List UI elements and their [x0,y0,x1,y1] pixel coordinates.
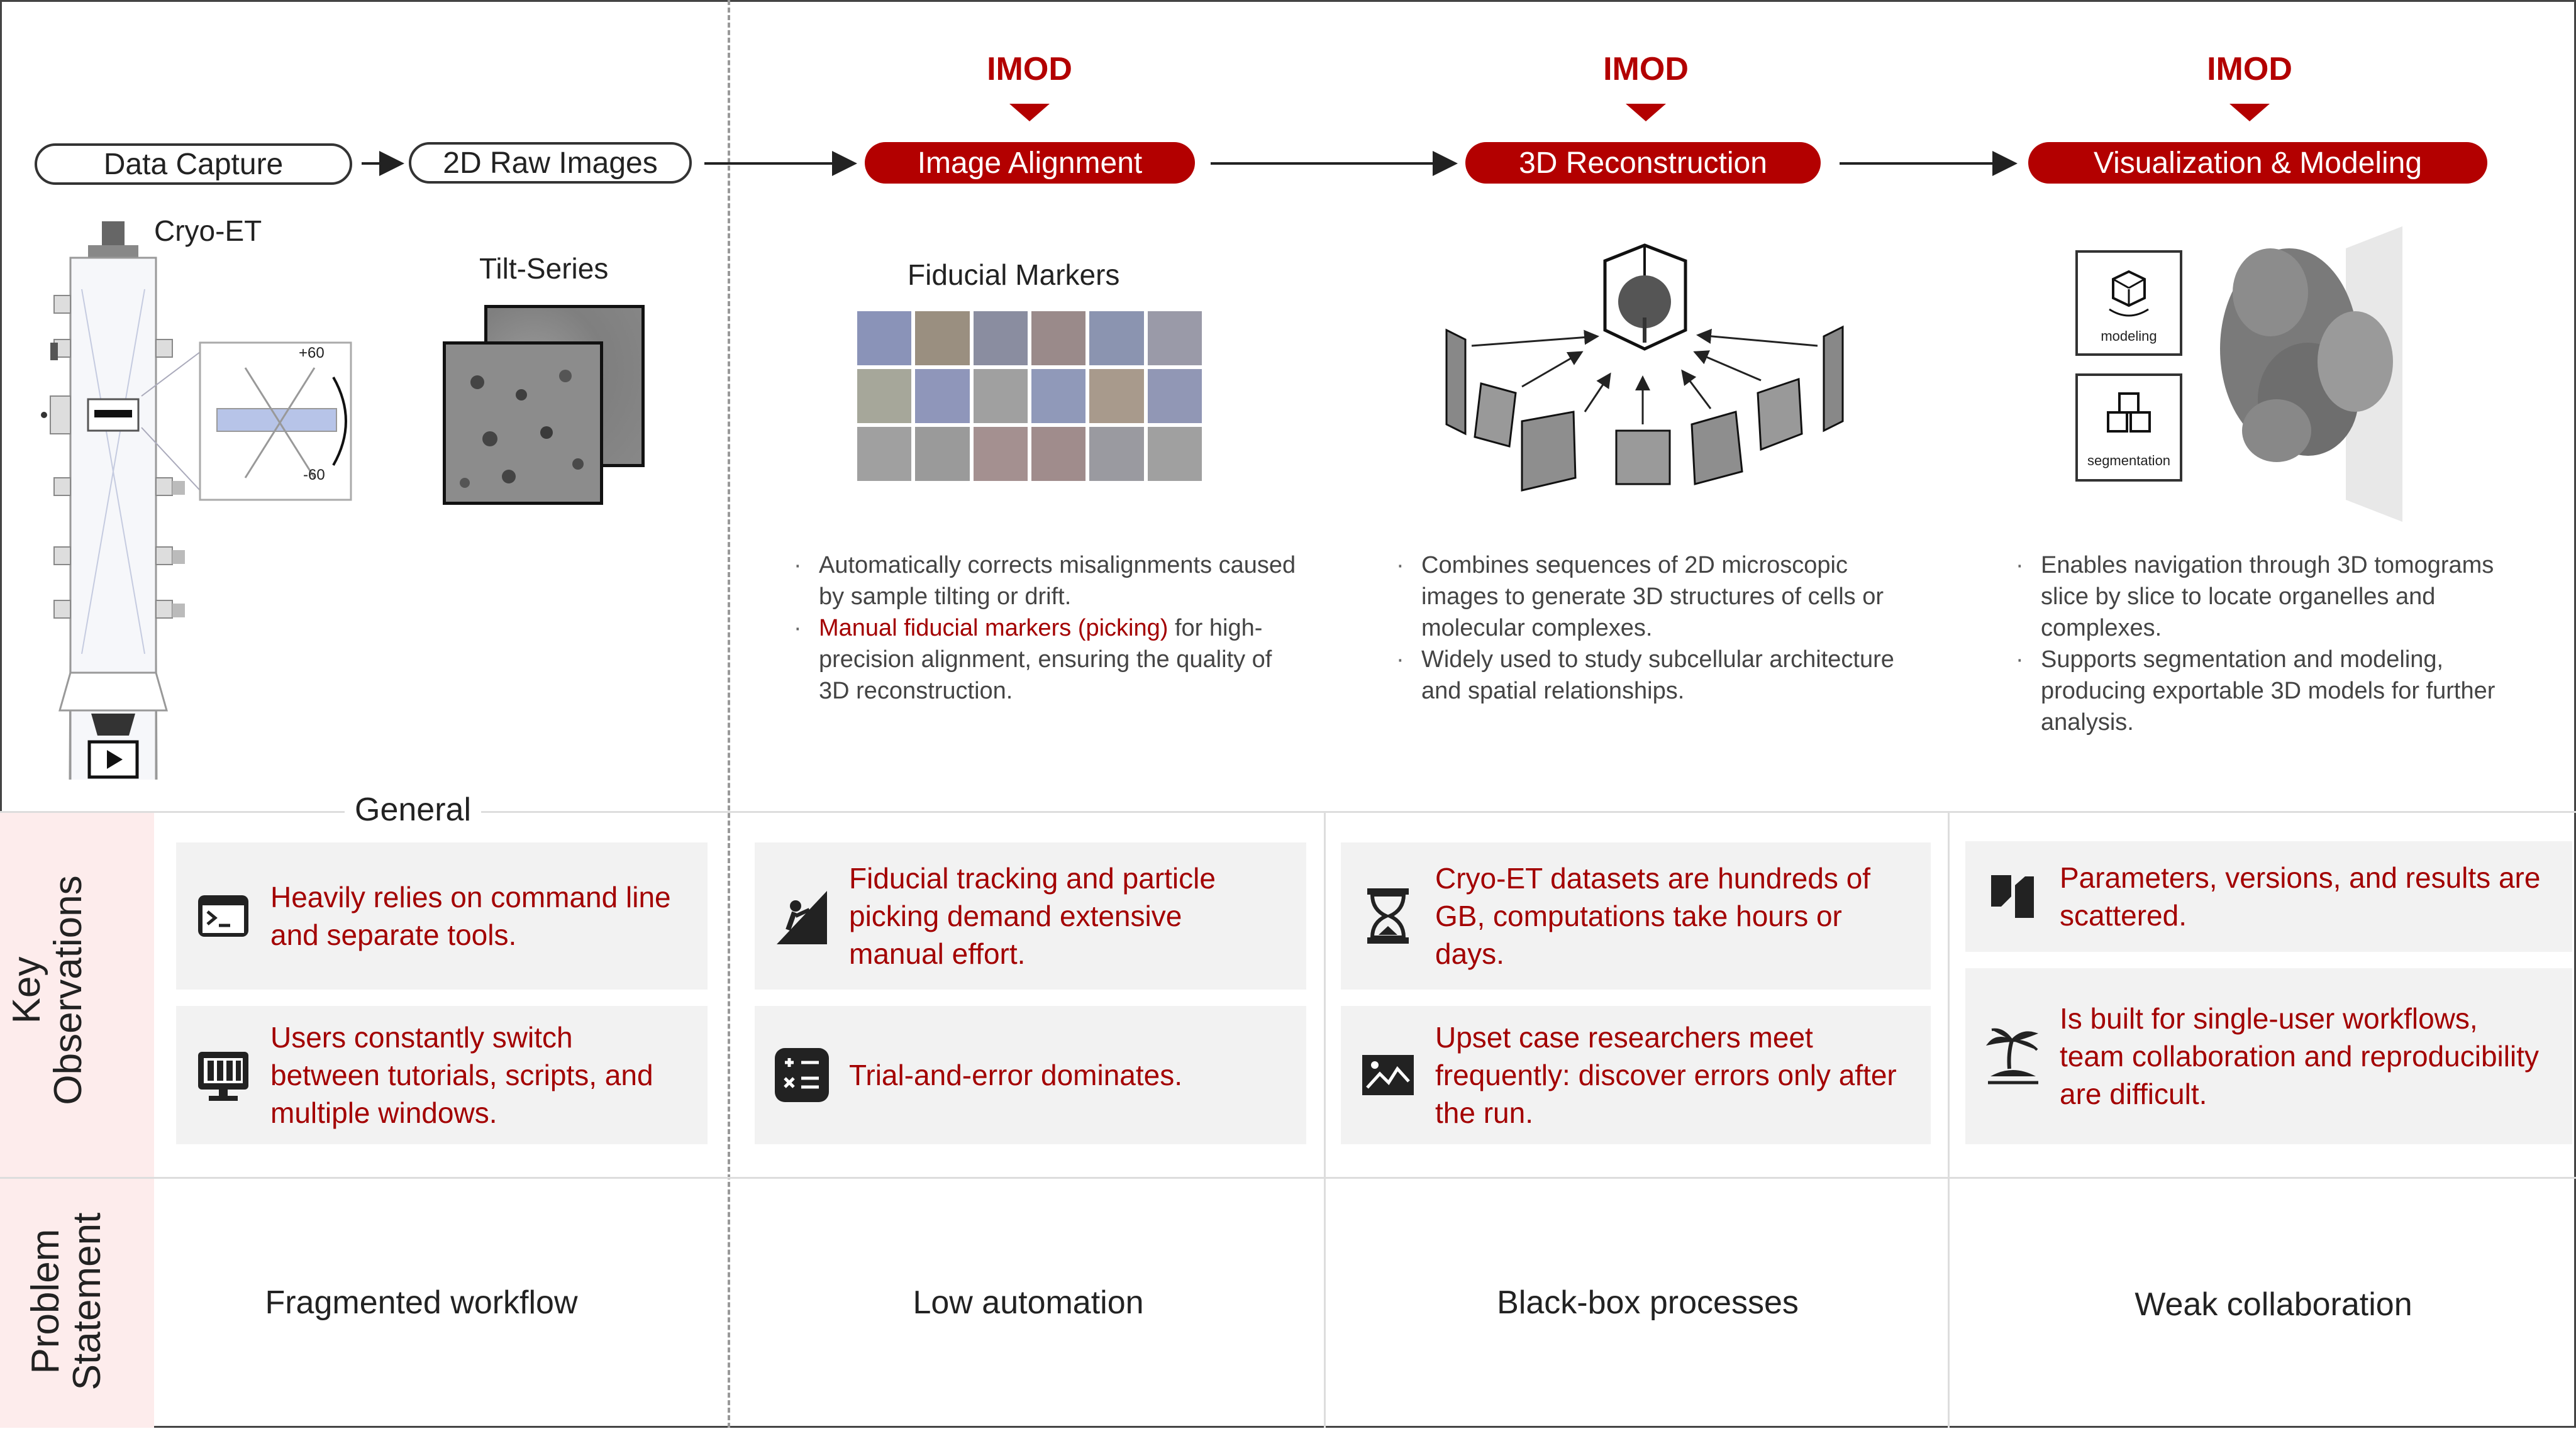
obs-vis-2-text: Is built for single-user workflows, team collaboration and reproducibility are difficult. [2060,1002,2539,1110]
molecule-rendering [2201,223,2409,525]
reconstruction-pill [1465,142,1821,184]
reconstruction-bullet-2: · Widely used to study subcellular architecture and spatial relationships. [1396,644,1912,707]
obs-align-1 [755,842,1306,990]
segmentation-card [2075,373,2182,482]
imod-label-3: IMOD [2207,51,2292,87]
data-capture-label: Data Capture [103,147,284,181]
checklist-icon [774,1047,830,1103]
visualization-bullet-1: · Enables navigation through 3D tomograms slice by slice to locate organelles and complexes. [2016,549,2512,644]
image-alignment-label: Image Alignment [917,146,1143,180]
terminal-icon [195,888,252,944]
hourglass-icon [1360,885,1416,947]
visualization-bullet-2: · Supports segmentation and modeling, producing exportable 3D models for further analysis. [2016,644,2512,738]
obs-align-2-text: Trial-and-error dominates. [849,1059,1183,1091]
obs-general-2-text: Users constantly switch between tutorials, scripts, and multiple windows. [270,1021,653,1129]
column-divider-2 [1324,811,1326,1428]
cryo-et-label: Cryo-ET [154,214,262,247]
imod-label-2: IMOD [1603,51,1689,87]
problem-1: Fragmented workflow [265,1284,578,1321]
obs-align-2 [755,1006,1306,1144]
alignment-bullet-2 [794,612,1297,707]
problem-4: Weak collaboration [2135,1286,2412,1323]
alignment-bullet-2-rest: for high-precision alignment, ensuring the quality of 3D reconstruction. [819,615,1272,704]
alignment-bullets [794,549,1297,707]
visualization-label: Visualization & Modeling [2093,146,2423,180]
obs-recon-1 [1341,842,1931,990]
tilt-angle-pos: +60 [299,345,325,361]
island-icon [1984,1025,2041,1088]
broken-image-icon [1360,1050,1416,1100]
image-alignment-pill [865,142,1195,184]
reconstruction-label: 3D Reconstruction [1519,146,1767,180]
section-divider-middle [0,1177,2576,1179]
modeling-card [2075,250,2182,356]
problem-3: Black-box processes [1497,1284,1799,1321]
observations-section-label: Key Observations [5,875,90,1105]
obs-general-1 [176,842,708,990]
fiducial-image-grid [857,311,1202,481]
alignment-bullet-2-highlight: Manual fiducial markers (picking) [819,615,1169,641]
problem-2: Low automation [913,1284,1144,1321]
general-column-label: General [345,791,481,829]
modeling-label: modeling [2101,328,2157,344]
reconstruction-illustration [1440,242,1855,494]
tilt-image-front [443,341,603,505]
reconstruction-bullets [1396,549,1912,707]
alignment-bullet-1: · Automatically corrects misalignments caused by sample tilting or drift. [794,549,1297,612]
tilt-series-label: Tilt-Series [479,252,609,285]
imod-triangle-3 [2229,104,2270,121]
column-divider-3 [1948,811,1950,1428]
tilt-angle-neg: -60 [303,466,325,483]
dashed-divider [728,0,730,1428]
modeling-icon [2078,253,2180,328]
imod-triangle-1 [1009,104,1050,121]
obs-general-1-text: Heavily relies on command line and separate tools. [270,881,671,951]
obs-align-1-text: Fiducial tracking and particle picking demand extensive manual effort. [849,862,1216,970]
monitor-icon [195,1047,252,1103]
imod-triangle-2 [1626,104,1666,121]
obs-vis-1-text: Parameters, versions, and results are scattered. [2060,861,2541,932]
tilt-particles [446,345,600,502]
reconstruction-bullet-1: · Combines sequences of 2D microscopic images to generate 3D structures of cells or molecular complexes. [1396,549,1912,644]
obs-recon-2-text: Upset case researchers meet frequently: discover errors only after the run. [1435,1021,1897,1129]
visualization-pill [2028,142,2487,184]
climbing-icon [770,885,833,947]
obs-recon-2 [1341,1006,1931,1144]
raw-images-label: 2D Raw Images [443,146,658,180]
visualization-bullets [2016,549,2512,738]
problems-section-label: Problem Statement [24,1212,109,1391]
obs-general-2 [176,1006,708,1144]
microscope-illustration [25,214,365,780]
imod-label-1: IMOD [987,51,1072,87]
scattered-pieces-icon [1987,871,2038,922]
fiducial-markers-title: Fiducial Markers [908,258,1120,291]
segmentation-icon [2078,376,2180,451]
obs-vis-1 [1965,841,2572,952]
obs-vis-2 [1965,968,2572,1144]
obs-recon-1-text: Cryo-ET datasets are hundreds of GB, computations take hours or days. [1435,862,1871,970]
segmentation-label: segmentation [2087,453,2171,468]
